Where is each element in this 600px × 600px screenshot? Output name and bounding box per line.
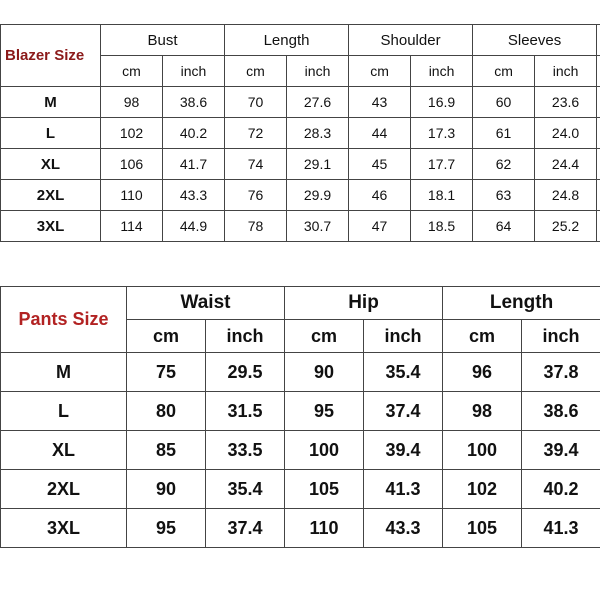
table-cell: 70 (225, 87, 287, 118)
unit-inch: inch (287, 56, 349, 87)
table-cell: 37.8 (522, 353, 600, 392)
unit-cm: cm (473, 56, 535, 87)
table-cell: 43.3 (364, 509, 443, 548)
table-cell: 100 (285, 431, 364, 470)
size-label: L (1, 118, 101, 149)
table-row (1, 392, 600, 431)
table-cell: 47 (349, 211, 411, 242)
unit-cm: cm (443, 320, 522, 353)
size-label: XL (1, 149, 101, 180)
table-cell: 29.9 (287, 180, 349, 211)
table-cell: 98 (101, 87, 163, 118)
table-cell: 62 (473, 149, 535, 180)
blazer-unit-extra (597, 56, 600, 87)
table-cell: 28.3 (287, 118, 349, 149)
pants-header-length: Length (443, 287, 600, 320)
table-row (1, 87, 600, 118)
blazer-header-sleeves: Sleeves (473, 25, 597, 56)
table-cell: 110 (101, 180, 163, 211)
table-cell: 43.3 (163, 180, 225, 211)
table-cell-extra (597, 180, 600, 211)
table-cell: 98 (443, 392, 522, 431)
table-row (1, 470, 600, 509)
table-cell: 41.3 (364, 470, 443, 509)
size-label: 2XL (1, 470, 127, 509)
table-row (1, 211, 600, 242)
table-cell-extra (597, 118, 600, 149)
table-cell: 44.9 (163, 211, 225, 242)
table-cell: 105 (443, 509, 522, 548)
table-cell-extra (597, 87, 600, 118)
unit-cm: cm (349, 56, 411, 87)
table-cell: 24.4 (535, 149, 597, 180)
table-cell: 41.7 (163, 149, 225, 180)
unit-inch: inch (206, 320, 285, 353)
table-cell: 24.0 (535, 118, 597, 149)
pants-size-table (0, 286, 600, 548)
blazer-size-table (0, 24, 600, 242)
size-label: L (1, 392, 127, 431)
table-cell: 46 (349, 180, 411, 211)
table-cell: 95 (285, 392, 364, 431)
table-cell: 78 (225, 211, 287, 242)
pants-header-hip: Hip (285, 287, 443, 320)
table-cell: 39.4 (364, 431, 443, 470)
table-cell-extra (597, 149, 600, 180)
table-cell: 40.2 (522, 470, 600, 509)
blazer-table-title: Blazer Size (1, 25, 101, 87)
table-cell: 75 (127, 353, 206, 392)
unit-cm: cm (225, 56, 287, 87)
table-cell: 72 (225, 118, 287, 149)
table-cell: 96 (443, 353, 522, 392)
size-label: XL (1, 431, 127, 470)
table-cell: 31.5 (206, 392, 285, 431)
unit-inch: inch (522, 320, 600, 353)
table-cell: 38.6 (163, 87, 225, 118)
table-cell: 114 (101, 211, 163, 242)
size-label: 3XL (1, 509, 127, 548)
blazer-header-bust: Bust (101, 25, 225, 56)
table-cell: 100 (443, 431, 522, 470)
table-cell: 18.1 (411, 180, 473, 211)
table-cell: 35.4 (364, 353, 443, 392)
blazer-header-length: Length (225, 25, 349, 56)
table-cell: 37.4 (206, 509, 285, 548)
table-row (1, 149, 600, 180)
table-cell: 61 (473, 118, 535, 149)
size-label: 3XL (1, 211, 101, 242)
table-cell: 105 (285, 470, 364, 509)
table-cell: 63 (473, 180, 535, 211)
table-cell: 40.2 (163, 118, 225, 149)
table-cell: 74 (225, 149, 287, 180)
unit-inch: inch (163, 56, 225, 87)
table-row (1, 118, 600, 149)
table-cell: 60 (473, 87, 535, 118)
unit-inch: inch (411, 56, 473, 87)
table-row (1, 509, 600, 548)
table-cell: 110 (285, 509, 364, 548)
pants-table-title: Pants Size (1, 287, 127, 353)
table-cell: 18.5 (411, 211, 473, 242)
table-cell: 44 (349, 118, 411, 149)
table-row (1, 180, 600, 211)
table-cell: 76 (225, 180, 287, 211)
table-cell: 30.7 (287, 211, 349, 242)
table-cell: 29.5 (206, 353, 285, 392)
table-cell: 95 (127, 509, 206, 548)
size-label: M (1, 353, 127, 392)
table-cell: 23.6 (535, 87, 597, 118)
size-label: 2XL (1, 180, 101, 211)
unit-cm: cm (127, 320, 206, 353)
table-cell: 35.4 (206, 470, 285, 509)
table-cell-extra (597, 211, 600, 242)
table-cell: 45 (349, 149, 411, 180)
table-cell: 102 (101, 118, 163, 149)
table-cell: 17.3 (411, 118, 473, 149)
table-cell: 41.3 (522, 509, 600, 548)
blazer-header-extra (597, 25, 600, 56)
pants-header-waist: Waist (127, 287, 285, 320)
table-cell: 33.5 (206, 431, 285, 470)
blazer-header-shoulder: Shoulder (349, 25, 473, 56)
table-cell: 64 (473, 211, 535, 242)
table-row (1, 353, 600, 392)
table-cell: 17.7 (411, 149, 473, 180)
table-cell: 24.8 (535, 180, 597, 211)
table-cell: 106 (101, 149, 163, 180)
table-cell: 25.2 (535, 211, 597, 242)
table-cell: 90 (127, 470, 206, 509)
table-cell: 16.9 (411, 87, 473, 118)
table-cell: 39.4 (522, 431, 600, 470)
table-cell: 43 (349, 87, 411, 118)
table-cell: 37.4 (364, 392, 443, 431)
unit-cm: cm (101, 56, 163, 87)
table-cell: 90 (285, 353, 364, 392)
unit-cm: cm (285, 320, 364, 353)
unit-inch: inch (364, 320, 443, 353)
unit-inch: inch (535, 56, 597, 87)
table-cell: 29.1 (287, 149, 349, 180)
table-cell: 38.6 (522, 392, 600, 431)
table-row (1, 431, 600, 470)
table-cell: 102 (443, 470, 522, 509)
table-cell: 85 (127, 431, 206, 470)
table-cell: 27.6 (287, 87, 349, 118)
size-label: M (1, 87, 101, 118)
table-cell: 80 (127, 392, 206, 431)
